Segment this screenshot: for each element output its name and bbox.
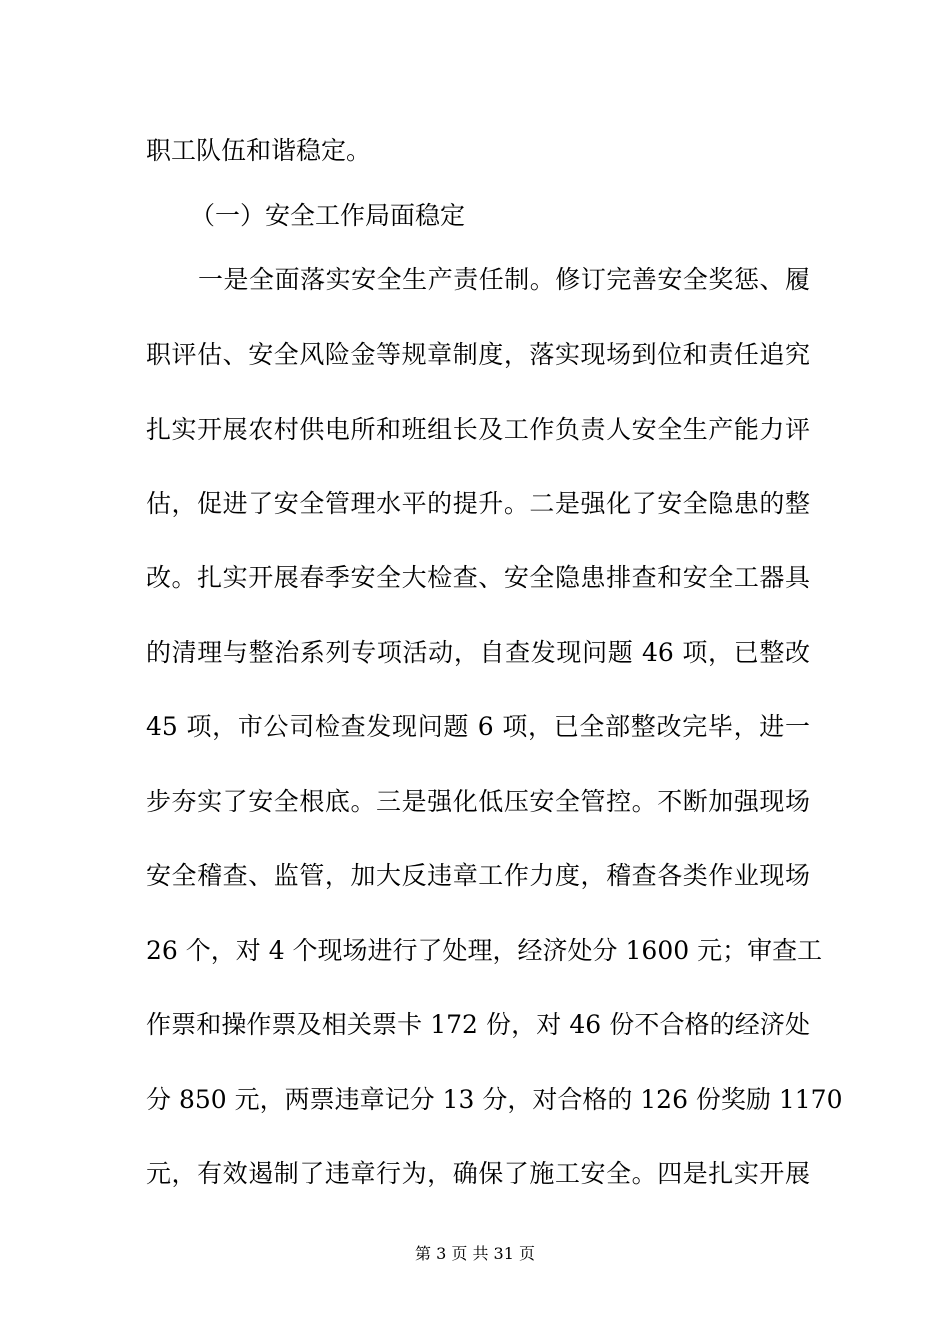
paragraph-line-6: 改。扎实开展春季安全大检查、安全隐患排查和安全工器具 xyxy=(146,563,810,592)
paragraph-line-9: 步夯实了安全根底。三是强化低压安全管控。不断加强现场 xyxy=(146,787,810,816)
paragraph-line-2: 一是全面落实安全生产责任制。修订完善安全奖惩、履 xyxy=(198,265,810,294)
paragraph-line-11: 26 个，对 4 个现场进行了处理，经济处分 1600 元；审查工 xyxy=(146,936,823,965)
paragraph-line-10: 安全稽查、监管，加大反违章工作力度，稽查各类作业现场 xyxy=(146,861,810,890)
paragraph-line-4: 扎实开展农村供电所和班组长及工作负责人安全生产能力评 xyxy=(146,415,810,444)
page-footer: 第 3 页 共 31 页 xyxy=(415,1244,535,1263)
paragraph-line-1: 职工队伍和谐稳定。 xyxy=(146,136,372,165)
paragraph-line-7: 的清理与整治系列专项活动，自查发现问题 46 项，已整改 xyxy=(146,638,810,667)
paragraph-line-14: 元，有效遏制了违章行为，确保了施工安全。四是扎实开展 xyxy=(146,1159,810,1188)
paragraph-line-3: 职评估、安全风险金等规章制度，落实现场到位和责任追究 xyxy=(146,340,810,369)
paragraph-line-8: 45 项，市公司检查发现问题 6 项，已全部整改完毕，进一 xyxy=(146,712,810,741)
paragraph-line-12: 作票和操作票及相关票卡 172 份，对 46 份不合格的经济处 xyxy=(146,1010,810,1039)
paragraph-line-13: 分 850 元，两票违章记分 13 分，对合格的 126 份奖励 1170 xyxy=(146,1085,843,1114)
section-heading: （一）安全工作局面稳定 xyxy=(190,201,466,230)
paragraph-line-5: 估，促进了安全管理水平的提升。二是强化了安全隐患的整 xyxy=(146,489,810,518)
